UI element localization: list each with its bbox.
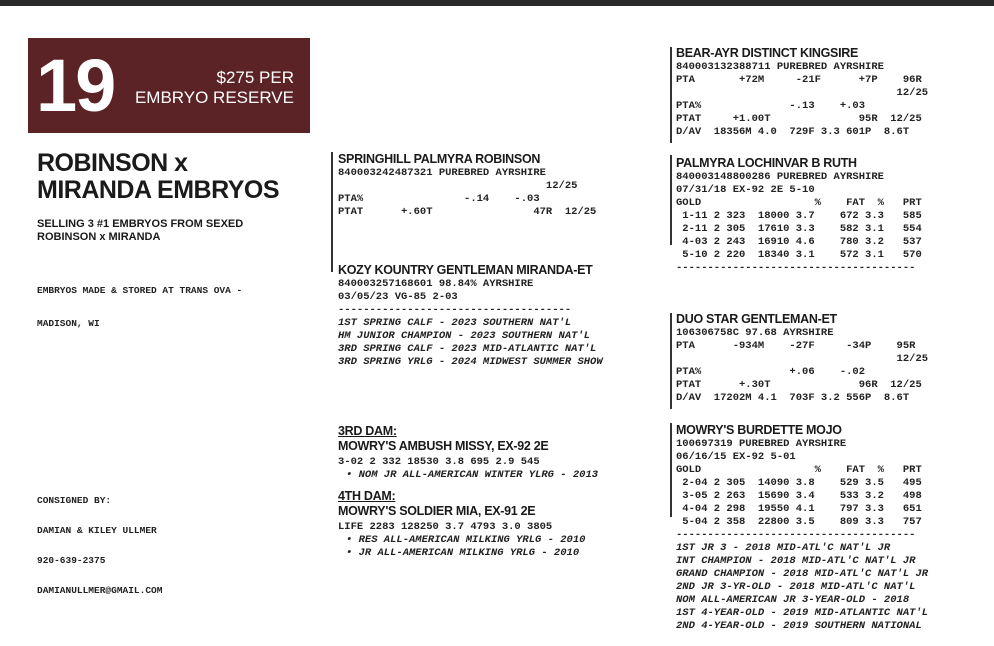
sire-dam-line: -------------------------------------- <box>676 262 916 274</box>
dam-block <box>338 263 603 369</box>
lot-number: 19 <box>36 44 115 127</box>
sire-line: PTAT +.60T 47R 12/25 <box>338 206 597 218</box>
third-dam-label: 3RD DAM: <box>338 424 397 438</box>
fourth-dam-award: • JR ALL-AMERICAN MILKING YRLG - 2010 <box>346 547 580 559</box>
sire-dam-line: 840003148800286 PUREBRED AYRSHIRE <box>676 171 884 183</box>
dam-dam-line: 5-04 2 358 22800 3.5 809 3.3 757 <box>676 516 922 528</box>
top-rule <box>0 0 994 6</box>
dam-dam-award: 1ST 4-YEAR-OLD - 2019 MID-ATLANTIC NAT'L <box>676 607 929 619</box>
dam-dam-line: GOLD % FAT % PRT <box>676 464 922 476</box>
dam-line: 840003257168601 98.84% AYRSHIRE <box>338 278 534 290</box>
dam-sire-line: PTA% +.06 -.02 <box>676 366 866 378</box>
dam-sire-line: D/AV 17202M 4.1 703F 3.2 556P 8.6T <box>676 392 910 404</box>
sire-sire-block <box>676 46 928 139</box>
dam-award: 3RD SPRING CALF - 2023 MID-ATLANTIC NAT'L <box>338 343 597 355</box>
consignor-block <box>37 476 162 606</box>
third-dam-name: MOWRY'S AMBUSH MISSY, EX-92 2E <box>338 439 549 453</box>
sire-dam-block <box>676 156 922 275</box>
dam-name: KOZY KOUNTRY GENTLEMAN MIRANDA-ET <box>338 263 593 277</box>
dam-dam-line: 3-05 2 263 15690 3.4 533 3.2 498 <box>676 490 922 502</box>
dam-award: HM JUNIOR CHAMPION - 2023 SOUTHERN NAT'L <box>338 330 591 342</box>
dam-sire-block <box>676 312 928 405</box>
sire-dam-line: 2-11 2 305 17610 3.3 582 3.1 554 <box>676 223 922 235</box>
sire-sire-line: 12/25 <box>676 87 929 99</box>
dam-line: 03/05/23 VG-85 2-03 <box>338 291 458 303</box>
sire-sire-line: PTA +72M -21F +7P 96R <box>676 74 922 86</box>
dam-dam-name: MOWRY'S BURDETTE MOJO <box>676 423 842 437</box>
price-amount: $275 PER <box>216 68 294 87</box>
dam-sire-line: 12/25 <box>676 353 929 365</box>
fourth-dam-name: MOWRY'S SOLDIER MIA, EX-91 2E <box>338 504 536 518</box>
dam-line: ------------------------------------- <box>338 304 572 316</box>
sire-sire-line: PTA% -.13 +.03 <box>676 100 866 112</box>
sire-block <box>338 152 596 219</box>
sire-dam-line: 4-03 2 243 16910 4.6 780 3.2 537 <box>676 236 922 248</box>
dam-dam-award: 2ND JR 3-YR-OLD - 2018 MID-ATL'C NAT'L <box>676 581 916 593</box>
fourth-dam-record: LIFE 2283 128250 3.7 4793 3.0 3805 <box>338 521 553 533</box>
bracket-line-sire-sire <box>670 47 672 143</box>
sire-dam-name: PALMYRA LOCHINVAR B RUTH <box>676 156 857 170</box>
dam-sire-line: PTAT +.30T 96R 12/25 <box>676 379 922 391</box>
consignor-email: DAMIANULLMER@GMAIL.COM <box>37 585 163 596</box>
sire-line: 12/25 <box>338 180 578 192</box>
lot-box <box>28 38 310 133</box>
note-line-2: MADISON, WI <box>37 318 100 329</box>
sire-line: PTA% -.14 -.03 <box>338 193 540 205</box>
dam-dam-award: 2ND 4-YEAR-OLD - 2019 SOUTHERN NATIONAL <box>676 620 922 632</box>
fourth-dam-label: 4TH DAM: <box>338 489 396 503</box>
dam-dam-line: -------------------------------------- <box>676 529 916 541</box>
dam-sire-name: DUO STAR GENTLEMAN-ET <box>676 312 837 326</box>
sire-dam-line: 5-10 2 220 18340 3.1 572 3.1 570 <box>676 249 922 261</box>
dam-dam-line: 06/16/15 EX-92 5-01 <box>676 451 796 463</box>
sire-dam-line: GOLD % FAT % PRT <box>676 197 922 209</box>
bracket-line-dam-dam <box>670 423 672 517</box>
sire-sire-line: 840003132388711 PUREBRED AYRSHIRE <box>676 61 884 73</box>
title-line-1: ROBINSON x <box>37 149 188 177</box>
dam-dam-block <box>676 423 928 633</box>
bracket-line-sire-dam-2 <box>670 155 672 245</box>
fourth-dam-award: • RES ALL-AMERICAN MILKING YRLG - 2010 <box>346 534 586 546</box>
sire-sire-name: BEAR-AYR DISTINCT KINGSIRE <box>676 46 859 60</box>
lot-price <box>135 68 294 108</box>
consignor-phone: 920-639-2375 <box>37 555 106 566</box>
bracket-line-sire-dam <box>331 152 333 272</box>
consignor-name: DAMIAN & KILEY ULLMER <box>37 525 157 536</box>
dam-award: 3RD SPRING YRLG - 2024 MIDWEST SUMMER SHOW <box>338 356 603 368</box>
sire-sire-line: PTAT +1.00T 95R 12/25 <box>676 113 922 125</box>
dam-dam-line: 4-04 2 298 19550 4.1 797 3.3 651 <box>676 503 922 515</box>
sire-sire-line: D/AV 18356M 4.0 729F 3.3 601P 8.6T <box>676 126 910 138</box>
storage-note <box>37 263 242 340</box>
sire-dam-line: 07/31/18 EX-92 2E 5-10 <box>676 184 815 196</box>
dam-award: 1ST SPRING CALF - 2023 SOUTHERN NAT'L <box>338 317 572 329</box>
subtitle <box>37 218 243 244</box>
fourth-dam-block <box>338 489 585 560</box>
title-line-2: MIRANDA EMBRYOS <box>37 176 280 204</box>
sire-name: SPRINGHILL PALMYRA ROBINSON <box>338 152 541 166</box>
sire-dam-line: 1-11 2 323 18000 3.7 672 3.3 585 <box>676 210 922 222</box>
dam-dam-award: 1ST JR 3 - 2018 MID-ATL'C NAT'L JR <box>676 542 891 554</box>
subtitle-line-1: SELLING 3 #1 EMBRYOS FROM SEXED <box>37 218 244 230</box>
price-unit: EMBRYO RESERVE <box>134 88 294 107</box>
sire-line: 840003242487321 PUREBRED AYRSHIRE <box>338 167 546 179</box>
page-title <box>37 150 279 204</box>
third-dam-block <box>338 424 598 482</box>
bracket-line-dam-sire <box>670 313 672 409</box>
dam-dam-award: GRAND CHAMPION - 2018 MID-ATL'C NAT'L JR <box>676 568 929 580</box>
dam-dam-line: 100697319 PUREBRED AYRSHIRE <box>676 438 847 450</box>
dam-dam-line: 2-04 2 305 14090 3.8 529 3.5 495 <box>676 477 922 489</box>
dam-sire-line: PTA -934M -27F -34P 95R <box>676 340 916 352</box>
third-dam-award: • NOM JR ALL-AMERICAN WINTER YLRG - 2013 <box>346 469 599 481</box>
note-line-1: EMBRYOS MADE & STORED AT TRANS OVA - <box>37 285 243 296</box>
dam-dam-award: INT CHAMPION - 2018 MID-ATL'C NAT'L JR <box>676 555 916 567</box>
consignor-label: CONSIGNED BY: <box>37 495 112 506</box>
dam-dam-award: NOM ALL-AMERICAN JR 3-YEAR-OLD - 2018 <box>676 594 910 606</box>
subtitle-line-2: ROBINSON x MIRANDA <box>37 231 161 243</box>
dam-sire-line: 106306758C 97.68 AYRSHIRE <box>676 327 834 339</box>
third-dam-record: 3-02 2 332 18530 3.8 695 2.9 545 <box>338 456 540 468</box>
